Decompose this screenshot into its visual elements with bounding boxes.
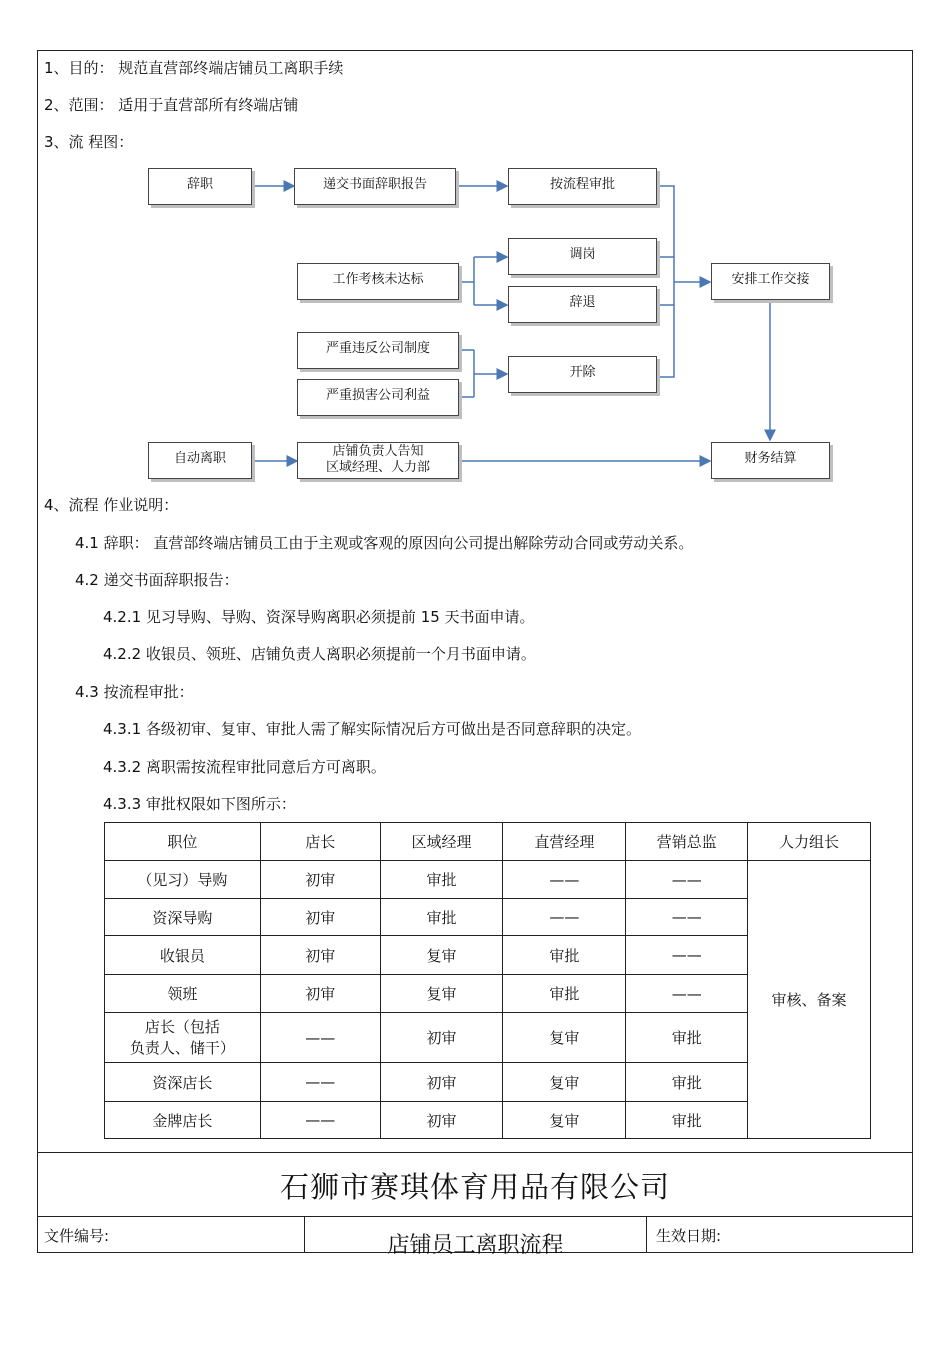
cell: 初审 — [260, 861, 380, 899]
cell-position — [105, 1013, 261, 1063]
cell: 初审 — [380, 1063, 503, 1102]
cell: 审批 — [626, 1063, 748, 1102]
header-hr-leader: 人力组长 — [748, 823, 871, 861]
cell: 复审 — [503, 1102, 626, 1139]
cell: —— — [503, 899, 626, 936]
cell-position: 金牌店长 — [105, 1102, 261, 1139]
node-submit-report: 递交书面辞职报告 — [294, 168, 456, 205]
node-notify — [297, 442, 459, 479]
cell: 审批 — [380, 899, 503, 936]
cell-hr-merged: 审核、备案 — [748, 861, 871, 1139]
cell-position: 资深导购 — [105, 899, 261, 936]
cell-position-line2: 负责人、储干） — [129, 1038, 235, 1057]
cell: 复审 — [380, 975, 503, 1013]
section-4-2: 4.2 递交书面辞职报告： — [75, 571, 239, 589]
section-4-2-2: 4.2.2 收银员、领班、店铺负责人离职必须提前一个月书面申请。 — [103, 645, 536, 663]
cell: 审批 — [380, 861, 503, 899]
flowchart-connectors — [0, 0, 950, 500]
cell: 初审 — [260, 899, 380, 936]
section-4-3-2: 4.3.2 离职需按流程审批同意后方可离职。 — [103, 758, 386, 776]
cell: 审批 — [626, 1102, 748, 1139]
node-damage: 严重损害公司利益 — [297, 379, 459, 416]
cell-position: 领班 — [105, 975, 261, 1013]
section-4-2-1: 4.2.1 见习导购、导购、资深导购离职必须提前 15 天书面申请。 — [103, 608, 535, 626]
purpose-line: 1、目的： 规范直营部终端店铺员工离职手续 — [44, 59, 344, 77]
node-expel: 开除 — [508, 356, 657, 393]
node-handover: 安排工作交接 — [711, 263, 830, 300]
effective-date-label: 生效日期: — [656, 1227, 722, 1245]
header-area-manager: 区域经理 — [380, 823, 503, 861]
section-4-3-3: 4.3.3 审批权限如下图所示： — [103, 795, 296, 813]
cell: 初审 — [380, 1013, 503, 1063]
node-auto-leave: 自动离职 — [148, 442, 252, 479]
cell: 复审 — [503, 1013, 626, 1063]
cell: 审批 — [626, 1013, 748, 1063]
company-name: 石狮市赛琪体育用品有限公司 — [37, 1153, 913, 1217]
flowchart — [0, 0, 950, 500]
node-dismiss: 辞退 — [508, 286, 657, 323]
node-violate: 严重违反公司制度 — [297, 332, 459, 369]
cell: —— — [260, 1013, 380, 1063]
cell-position: （见习）导购 — [105, 861, 261, 899]
flowchart-heading: 3、流 程图： — [44, 133, 134, 151]
cell: 初审 — [260, 936, 380, 975]
approval-table — [104, 822, 871, 1139]
cell: —— — [503, 861, 626, 899]
scope-line: 2、范围： 适用于直营部所有终端店铺 — [44, 96, 299, 114]
node-transfer: 调岗 — [508, 238, 657, 275]
doc-number-label: 文件编号: — [38, 1217, 305, 1252]
node-notify-line1: 店铺负责人告知 — [332, 444, 424, 459]
cell: —— — [260, 1063, 380, 1102]
cell: —— — [626, 936, 748, 975]
section-4-3: 4.3 按流程审批： — [75, 683, 194, 701]
instructions-heading: 4、流程 作业说明： — [44, 496, 179, 514]
header-direct-manager: 直营经理 — [503, 823, 626, 861]
cell: —— — [626, 975, 748, 1013]
cell-position: 资深店长 — [105, 1063, 261, 1102]
cell: 复审 — [503, 1063, 626, 1102]
table-header-row — [105, 823, 871, 861]
node-settle: 财务结算 — [711, 442, 830, 479]
header-position: 职位 — [105, 823, 261, 861]
section-4-1: 4.1 辞职： 直营部终端店铺员工由于主观或客观的原因向公司提出解除劳动合同或劳动关系。 — [75, 534, 694, 552]
bus-right — [657, 186, 674, 377]
cell: 初审 — [380, 1102, 503, 1139]
node-unqualified: 工作考核未达标 — [297, 263, 459, 300]
cell: —— — [626, 861, 748, 899]
table-row — [105, 861, 871, 899]
node-approve: 按流程审批 — [508, 168, 657, 205]
node-resign: 辞职 — [148, 168, 252, 205]
cell: 复审 — [380, 936, 503, 975]
cell: 初审 — [260, 975, 380, 1013]
header-store-manager: 店长 — [260, 823, 380, 861]
cell-position: 收银员 — [105, 936, 261, 975]
node-notify-line2: 区域经理、人力部 — [325, 460, 430, 476]
section-4-3-1: 4.3.1 各级初审、复审、审批人需了解实际情况后方可做出是否同意辞职的决定。 — [103, 720, 641, 738]
cell: —— — [260, 1102, 380, 1139]
cell: 审批 — [503, 936, 626, 975]
footer-info-row — [37, 1216, 913, 1258]
cell: 审批 — [503, 975, 626, 1013]
header-marketing-director: 营销总监 — [626, 823, 748, 861]
cell-position-line1: 店长（包括 — [144, 1018, 220, 1037]
cell: —— — [626, 899, 748, 936]
doc-title: 店铺员工离职流程 — [305, 1217, 647, 1252]
